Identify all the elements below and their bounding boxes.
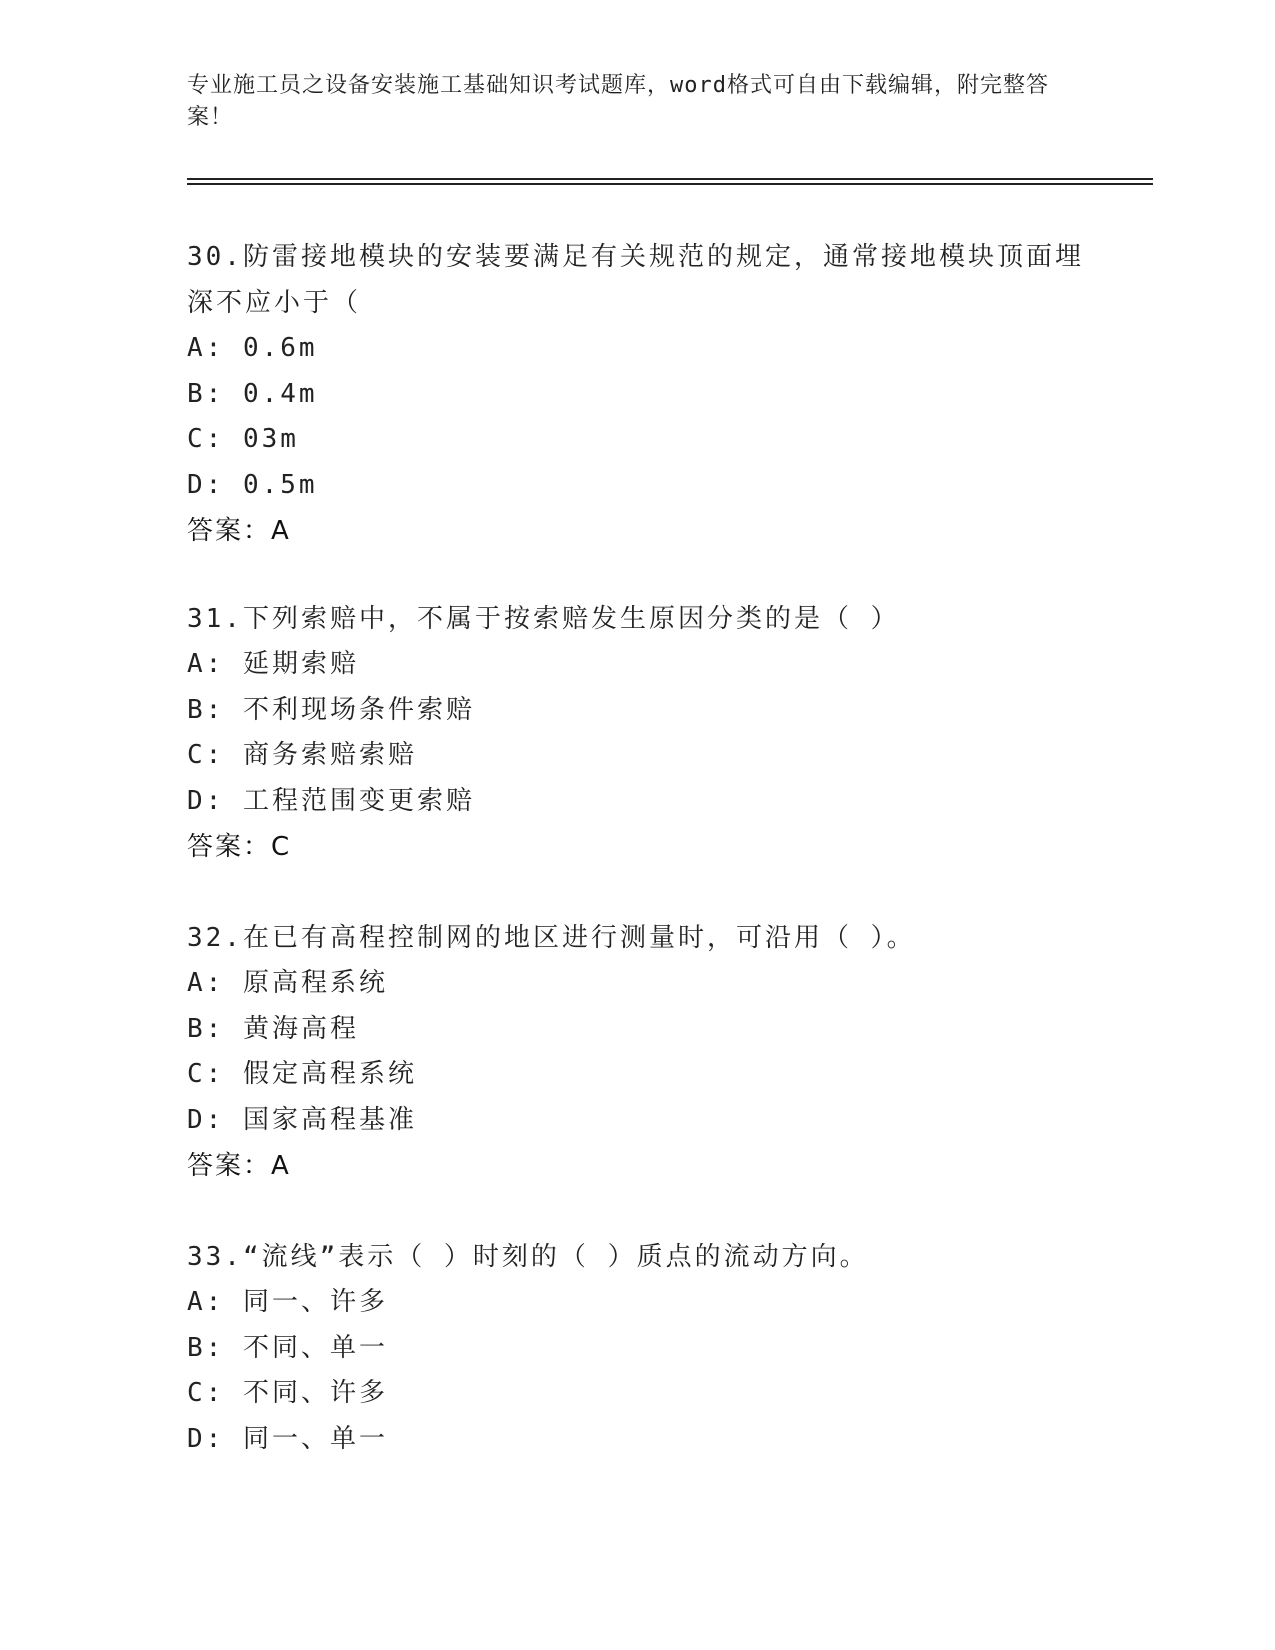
option-d: D: 同一、单一 bbox=[187, 1423, 388, 1454]
option-a: A: 延期索赔 bbox=[187, 649, 359, 679]
question-stem: 32.在已有高程控制网的地区进行测量时，可沿用（ ）。 bbox=[187, 923, 916, 953]
header-title: 专业施工员之设备安装施工基础知识考试题库，word格式可自由下载编辑，附完整答案！ bbox=[187, 73, 1049, 130]
option-c: C: 商务索赔索赔 bbox=[187, 740, 417, 770]
option-c: C: 不同、许多 bbox=[187, 1378, 388, 1408]
option-d: D: 国家高程基准 bbox=[187, 1104, 417, 1135]
option-d: D: 0.5m bbox=[187, 469, 318, 500]
question-stem: 33.“流线”表示（ ）时刻的（ ）质点的流动方向。 bbox=[187, 1242, 869, 1272]
option-d: D: 工程范围变更索赔 bbox=[187, 785, 475, 816]
option-b: B: 0.4m bbox=[187, 378, 318, 409]
header-divider-top bbox=[187, 178, 1153, 180]
option-a: A: 0.6m bbox=[187, 333, 318, 363]
answer: 答案：C bbox=[187, 832, 292, 862]
option-b: B: 黄海高程 bbox=[187, 1013, 359, 1044]
question-32 bbox=[187, 915, 1087, 1189]
answer: 答案：A bbox=[187, 516, 291, 546]
answer: 答案：A bbox=[187, 1151, 291, 1181]
question-30 bbox=[187, 234, 1087, 554]
option-a: A: 同一、许多 bbox=[187, 1287, 388, 1317]
question-31 bbox=[187, 596, 1087, 870]
option-b: B: 不同、单一 bbox=[187, 1332, 388, 1363]
question-33 bbox=[187, 1234, 1087, 1462]
question-stem: 30.防雷接地模块的安装要满足有关规范的规定，通常接地模块顶面埋深不应小于（ bbox=[187, 242, 1084, 318]
option-a: A: 原高程系统 bbox=[187, 968, 388, 998]
question-stem: 31.下列索赔中，不属于按索赔发生原因分类的是（ ） bbox=[187, 604, 900, 634]
document-header bbox=[187, 70, 1067, 134]
option-c: C: 03m bbox=[187, 424, 299, 454]
option-c: C: 假定高程系统 bbox=[187, 1059, 417, 1089]
option-b: B: 不利现场条件索赔 bbox=[187, 694, 475, 725]
header-divider-bottom bbox=[187, 183, 1153, 185]
